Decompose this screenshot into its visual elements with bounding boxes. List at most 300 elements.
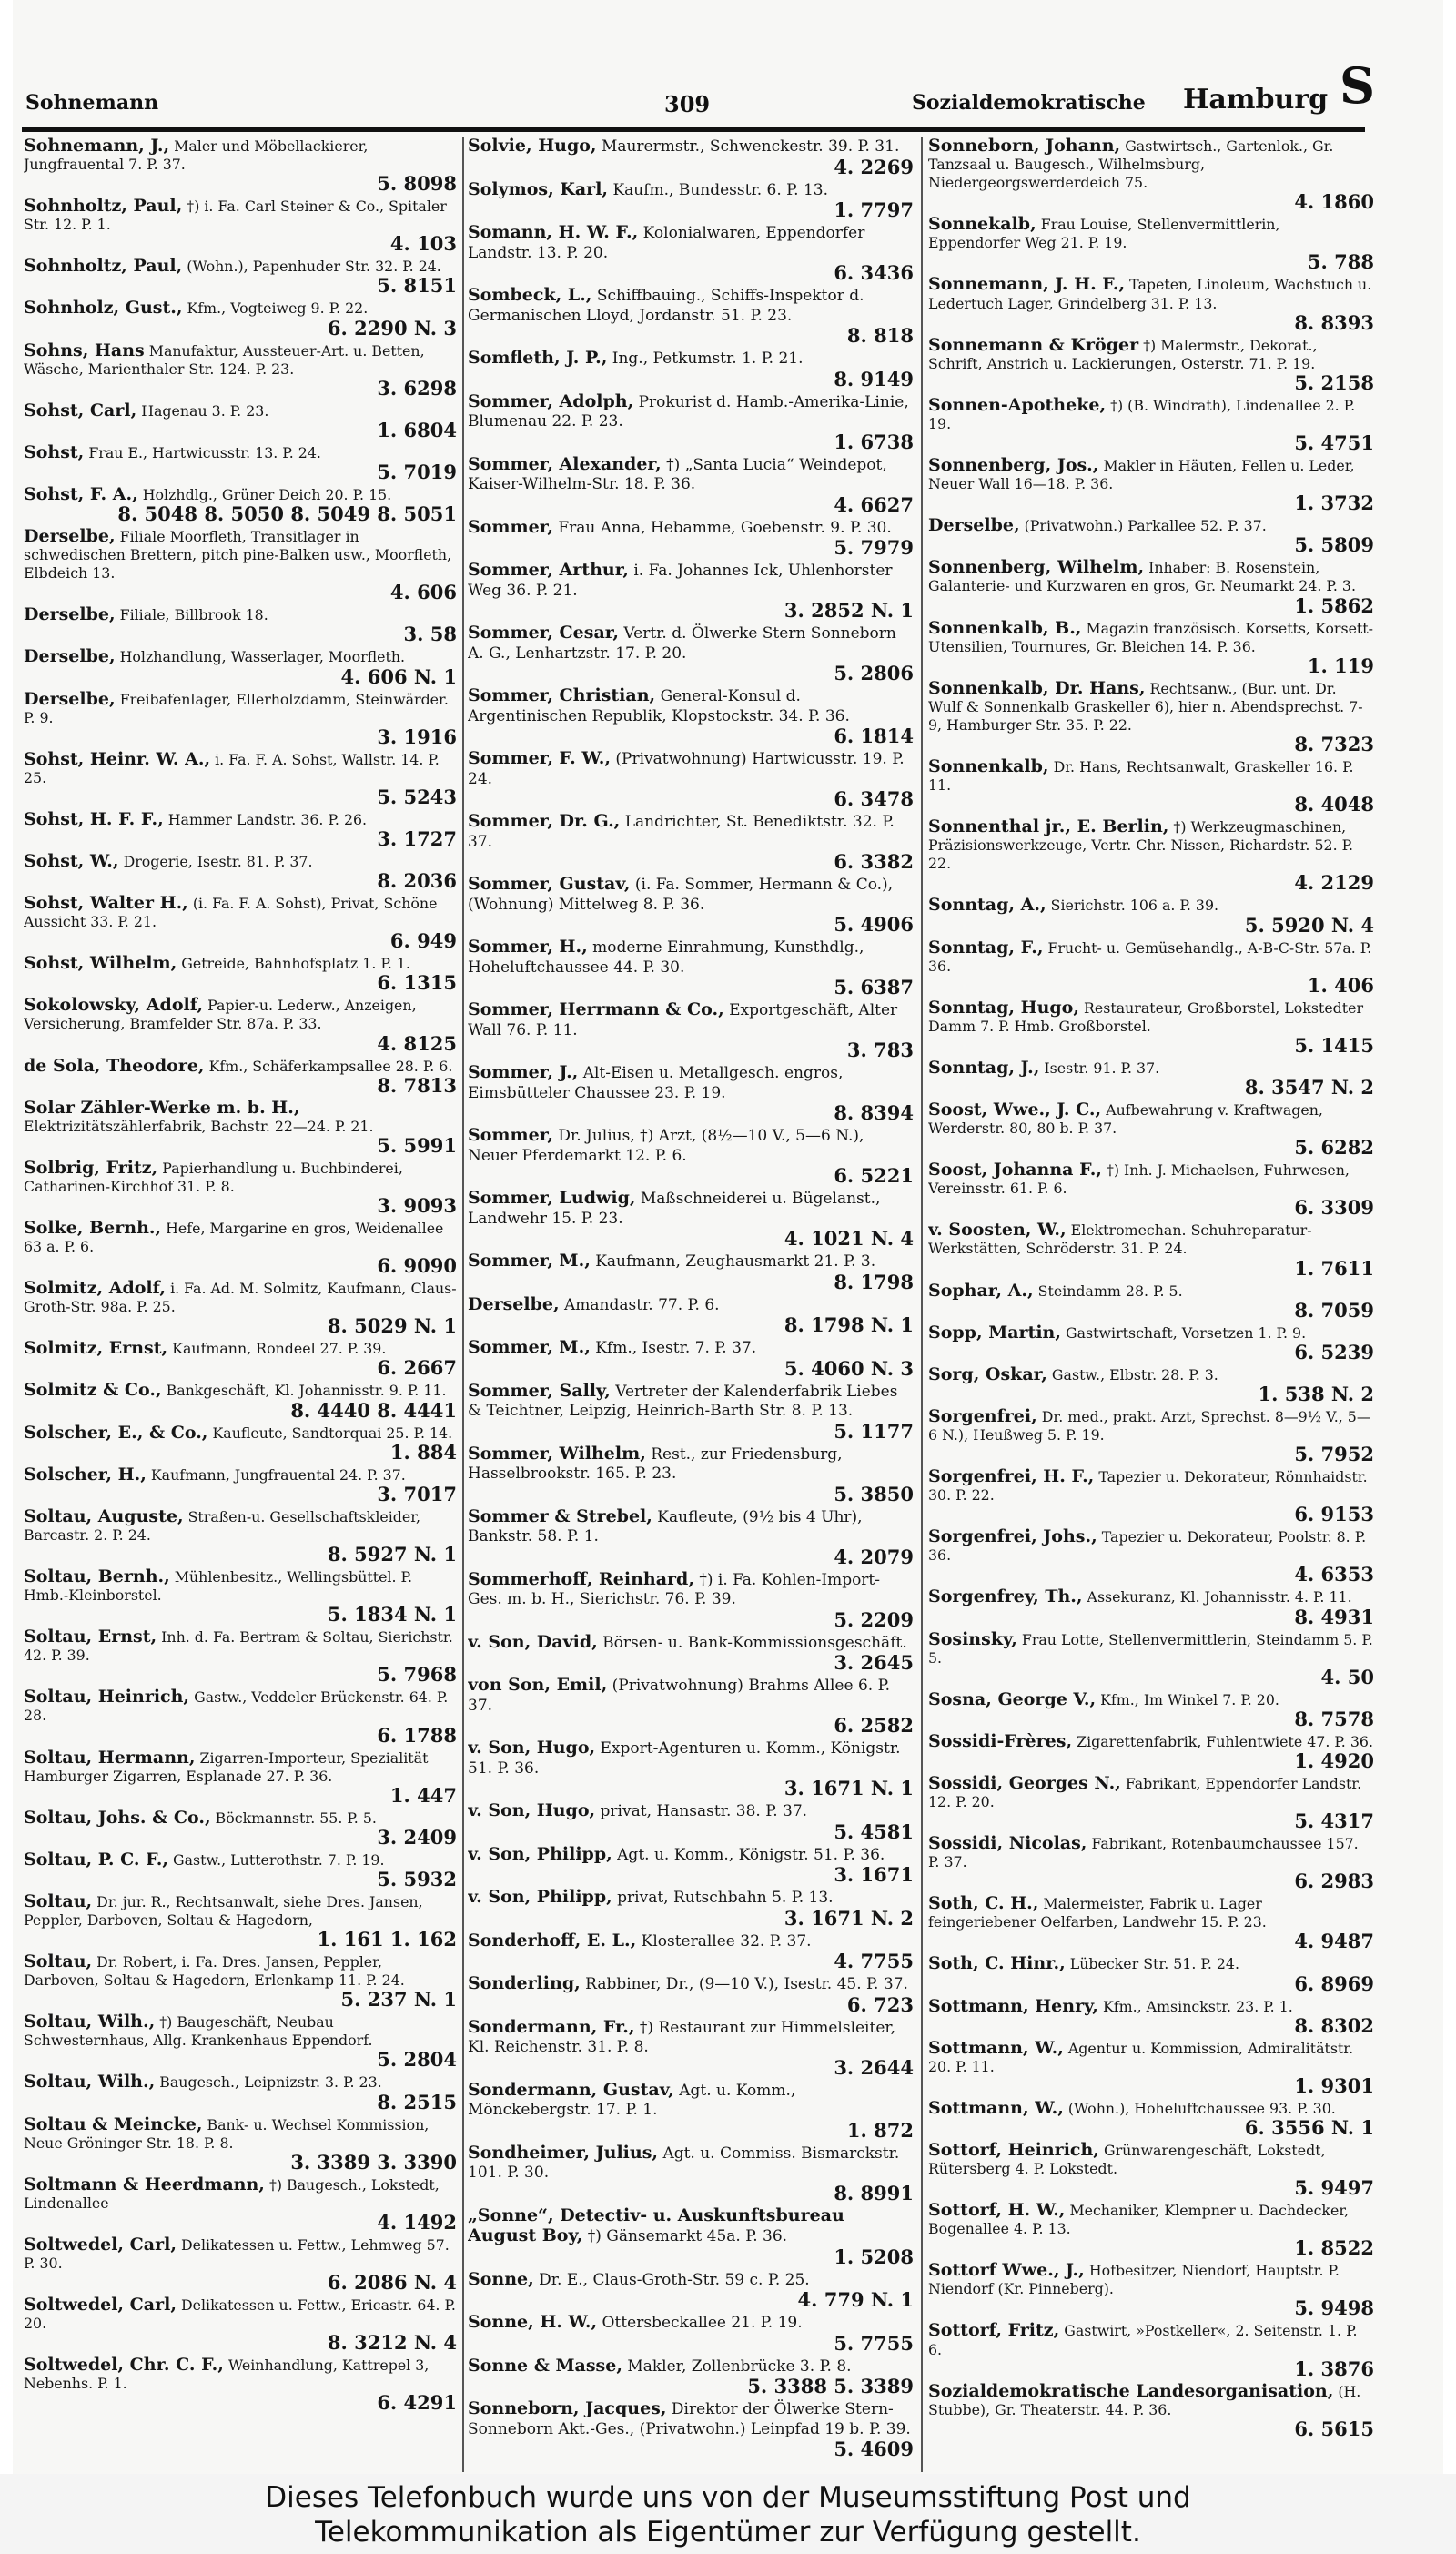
directory-entry bbox=[468, 1295, 914, 1336]
entry-details: Drogerie, Isestr. 81. P. 37. bbox=[123, 852, 313, 870]
entry-name: Somfleth, J. P., bbox=[468, 348, 608, 368]
directory-entry bbox=[928, 1954, 1374, 1993]
entry-details: †) i. Fa. Carl Steiner & Co., Spitaler Str. 12. P. 1. bbox=[24, 198, 447, 234]
entry-name: Solmitz, Ernst, bbox=[24, 1338, 168, 1359]
entry-phone-number: 6. 8969 bbox=[1294, 1971, 1374, 1995]
entry-phone-number: 8. 8991 bbox=[834, 2181, 914, 2204]
entry-phone-number: 8. 2515 bbox=[377, 2090, 457, 2113]
directory-entry bbox=[468, 1738, 914, 1799]
entry-name: Sohst, W., bbox=[24, 850, 119, 871]
directory-entry bbox=[468, 937, 914, 998]
entry-details: Kaufleute, (9½ bis 4 Uhr), Bankstr. 58. P. 1. bbox=[468, 1507, 863, 1546]
entry-phone-number: 5. 5809 bbox=[1294, 533, 1374, 557]
directory-entry bbox=[468, 812, 914, 872]
entry-phone-number: 3. 2409 bbox=[377, 1825, 457, 1849]
directory-entry bbox=[468, 1000, 914, 1060]
entry-phone-number: 5. 1415 bbox=[1294, 1033, 1374, 1057]
entry-phone-number: 6. 2582 bbox=[834, 1714, 914, 1737]
entry-details: Kolonialwaren, Eppendorfer Landstr. 13. P. 20. bbox=[468, 224, 865, 262]
directory-entry bbox=[24, 1850, 457, 1890]
entry-phone-number: 8. 7323 bbox=[1294, 732, 1374, 755]
entry-details: Kaufmann, Jungfrauental 24. P. 37. bbox=[150, 1465, 406, 1484]
directory-entry bbox=[24, 852, 457, 891]
entry-details: Ottersbeckallee 21. P. 19. bbox=[602, 2314, 803, 2332]
entry-phone-number: 6. 3309 bbox=[1294, 1196, 1374, 1220]
page-number: 309 bbox=[664, 91, 711, 117]
entry-details: Bankgeschäft, Kl. Johannisstr. 9. P. 11. bbox=[166, 1382, 447, 1400]
entry-phone-number: 6. 5615 bbox=[1294, 2417, 1374, 2440]
entry-details: Kfm., Amsinckstr. 23. P. 1. bbox=[1102, 1997, 1293, 2015]
entry-details: Alt-Eisen u. Metallgesch. engros, Eimsbütteler Chaussee 23. P. 19. bbox=[468, 1064, 844, 1102]
entry-name: Sorgenfrei, H. F., bbox=[928, 1466, 1095, 1487]
entry-details: Elektromechan. Schuhreparatur-Werkstätten, Schröderstr. 31. P. 24. bbox=[928, 1221, 1312, 1258]
entry-details: Hefe, Margarine en gros, Weidenallee 63 a. P. 6. bbox=[24, 1220, 444, 1256]
entry-phone-number: 6. 1814 bbox=[834, 725, 914, 747]
entry-details: Zigarettenfabrik, Fuhlentwiete 47. P. 36. bbox=[1077, 1732, 1373, 1750]
entry-name: Sonnenkalb, bbox=[928, 755, 1049, 776]
entry-details: †) Baugeschäft, Neubau Schwesternhaus, Allg. Krankenhaus Eppendorf. bbox=[24, 2013, 373, 2050]
entry-name: Soltau, Auguste, bbox=[24, 1505, 184, 1526]
directory-entry bbox=[468, 1252, 914, 1292]
entry-name: Sohst, Walter H., bbox=[24, 893, 188, 914]
entry-phone-number: 3. 1671 N. 2 bbox=[784, 1906, 914, 1930]
entry-phone-number: 5. 1834 N. 1 bbox=[327, 1603, 457, 1627]
entry-details: Dr. jur. R., Rechtsanwalt, siehe Dres. Jansen, Peppler, Darboven, Soltau & Hagedorn, bbox=[24, 1892, 423, 1929]
directory-entry bbox=[24, 2012, 457, 2070]
directory-entry bbox=[24, 443, 457, 482]
entry-name: v. Son, Hugo, bbox=[468, 1800, 596, 1820]
entry-name: Sonnenkalb, B., bbox=[928, 617, 1082, 638]
entry-details: Mechaniker, Klempner u. Dachdecker, Bogenallee 4. P. 13. bbox=[928, 2202, 1350, 2238]
entry-details: (Privatwohn.) Parkallee 52. P. 37. bbox=[1024, 517, 1267, 535]
directory-entry bbox=[468, 2270, 914, 2311]
entry-details: Makler, Zollenbrücke 3. P. 8. bbox=[627, 2356, 852, 2376]
directory-entry bbox=[928, 1160, 1374, 1218]
entry-details: Delikatessen u. Fettw., Lehmweg 57. P. 30. bbox=[24, 2235, 450, 2272]
entry-details: Filiale, Billbrook 18. bbox=[119, 606, 268, 624]
entry-details: Export-Agenturen u. Komm., Königstr. 51. P. 36. bbox=[468, 1739, 901, 1778]
directory-entry bbox=[928, 2201, 1374, 2258]
entry-name: Soltau, P. C. F., bbox=[24, 1849, 168, 1870]
entry-phone-number: 5. 4609 bbox=[834, 2437, 914, 2460]
entry-name: Solar Zähler-Werke m. b. H., bbox=[24, 1097, 300, 1118]
entry-phone-number: 1. 447 bbox=[389, 1783, 457, 1807]
directory-entry bbox=[468, 1444, 914, 1505]
entry-phone-number: 5. 2806 bbox=[834, 662, 914, 684]
entry-phone-number: 3. 783 bbox=[846, 1039, 914, 1061]
directory-entry bbox=[468, 561, 914, 621]
directory-entry bbox=[468, 1888, 914, 1929]
directory-entry bbox=[928, 896, 1374, 935]
column-left bbox=[24, 137, 457, 2472]
directory-entry bbox=[24, 750, 457, 807]
entry-details: privat, Rutschbahn 5. P. 13. bbox=[617, 1889, 834, 1907]
entry-details: Gastw., Elbstr. 28. P. 3. bbox=[1051, 1365, 1218, 1383]
entry-name: Sottmann, Henry, bbox=[928, 1995, 1098, 2016]
directory-entry bbox=[928, 1059, 1374, 1098]
entry-phone-number: 8. 818 bbox=[846, 324, 914, 347]
directory-entry bbox=[468, 223, 914, 283]
entry-name: Soth, C. H., bbox=[928, 1893, 1039, 1914]
directory-entry bbox=[928, 1365, 1374, 1404]
entry-name: Soltau, bbox=[24, 1951, 93, 1972]
entry-details: Makler in Häuten, Fellen u. Leder, Neuer Wall 16—18. P. 36. bbox=[928, 457, 1355, 493]
entry-details: Kaufmann, Rondeel 27. P. 39. bbox=[172, 1340, 387, 1358]
entry-details: Bank- u. Wechsel Kommission, Neue Gröninger Str. 18. P. 8. bbox=[24, 2115, 430, 2152]
entry-details: Assekuranz, Kl. Johannisstr. 4. P. 11. bbox=[1087, 1588, 1352, 1606]
entry-details: †) Baugesch., Lokstedt, Lindenallee bbox=[24, 2175, 440, 2212]
entry-name: Sombeck, L., bbox=[468, 285, 592, 305]
entry-phone-number: 5. 7952 bbox=[1294, 1443, 1374, 1466]
directory-entry bbox=[24, 690, 457, 747]
directory-entry bbox=[468, 2018, 914, 2078]
entry-details: i. Fa. Ad. M. Solmitz, Kaufmann, Claus-Groth-Str. 98a. P. 25. bbox=[24, 1280, 457, 1316]
entry-name: Sonnenkalb, Dr. Hans, bbox=[928, 677, 1146, 698]
entry-phone-number: 8. 3547 N. 2 bbox=[1244, 1076, 1374, 1099]
entry-phone-number: 6. 949 bbox=[389, 929, 457, 953]
entry-phone-number: 3. 1671 bbox=[834, 1863, 914, 1886]
entry-phone-number: 4. 779 N. 1 bbox=[797, 2288, 914, 2311]
entry-phone-number: 4. 6627 bbox=[834, 492, 914, 516]
entry-details: Kaufleute, Sandtorquai 25. P. 14. bbox=[212, 1424, 453, 1442]
directory-entry bbox=[24, 894, 457, 951]
entry-phone-number: 4. 6353 bbox=[1294, 1563, 1374, 1586]
entry-name: Sonnemann & Kröger bbox=[928, 334, 1139, 355]
entry-name: Soltwedel, Chr. C. F., bbox=[24, 2355, 224, 2376]
directory-entry bbox=[24, 1339, 457, 1378]
entry-name: Sommer, J., bbox=[468, 1062, 579, 1082]
footer-notice bbox=[0, 2474, 1456, 2554]
entry-phone-number: 5. 788 bbox=[1307, 250, 1374, 274]
directory-entry bbox=[468, 1126, 914, 1186]
entry-phone-number: 8. 4440 8. 4441 bbox=[290, 1398, 457, 1422]
directory-entry bbox=[928, 1100, 1374, 1158]
column-divider bbox=[462, 137, 464, 2472]
entry-details: Maler und Möbellackierer, Jungfrauental 7. P. 37. bbox=[24, 137, 369, 174]
directory-entry bbox=[928, 2099, 1374, 2138]
directory-entry bbox=[24, 1099, 457, 1156]
entry-name: Sohns, Hans bbox=[24, 340, 145, 360]
directory-entry bbox=[928, 275, 1374, 332]
directory-entry bbox=[24, 1159, 457, 1216]
entry-phone-number: 6. 5221 bbox=[834, 1164, 914, 1187]
entry-details: Dr. Hans, Rechtsanwalt, Graskeller 16. P. 11. bbox=[928, 757, 1354, 795]
entry-details: Kaufmann, Zeughausmarkt 21. P. 3. bbox=[595, 1252, 876, 1271]
directory-entry bbox=[928, 817, 1374, 893]
entry-name: Sonneborn, Johann, bbox=[928, 137, 1121, 156]
directory-entry bbox=[928, 1732, 1374, 1771]
entry-phone-number: 1. 119 bbox=[1307, 654, 1374, 677]
entry-name: Sorgenfrei, Johs., bbox=[928, 1526, 1097, 1547]
entry-details: Kfm., Schäferkampsallee 28. P. 6. bbox=[208, 1057, 453, 1075]
entry-details: Dr. Robert, i. Fa. Dres. Jansen, Peppler, Darboven, Soltau & Hagedorn, Erlenkamp 11. P. 24. bbox=[24, 1953, 405, 1990]
entry-phone-number: 6. 2667 bbox=[377, 1356, 457, 1380]
entry-name: Sottorf, Fritz, bbox=[928, 2320, 1060, 2341]
entry-name: Sossidi-Frères, bbox=[928, 1730, 1073, 1751]
entry-name: Sohnholtz, Paul, bbox=[24, 256, 183, 277]
entry-name: Soltwedel, Carl, bbox=[24, 2295, 177, 2316]
directory-entry bbox=[928, 1282, 1374, 1321]
entry-name: Sonnemann, J. H. F., bbox=[928, 274, 1126, 295]
directory-entry bbox=[928, 1221, 1374, 1278]
directory-entry bbox=[468, 518, 914, 559]
entry-name: Sohst, H. F. F., bbox=[24, 808, 164, 829]
directory-entry bbox=[24, 1057, 457, 1096]
entry-phone-number: 4. 7755 bbox=[834, 1950, 914, 1972]
entry-details: Elektrizitätszählerfabrik, Bachstr. 22—24. P. 21. bbox=[24, 1117, 374, 1135]
entry-details: Kfm., Vogteiweg 9. P. 22. bbox=[187, 299, 369, 318]
entry-phone-number: 8. 1798 N. 1 bbox=[784, 1313, 914, 1336]
directory-entry bbox=[468, 1382, 914, 1442]
directory-entry bbox=[24, 2235, 457, 2293]
entry-phone-number: 1. 6804 bbox=[377, 418, 457, 441]
entry-name: Solvie, Hugo, bbox=[468, 137, 597, 156]
entry-name: Sonderling, bbox=[468, 1973, 581, 1993]
entry-phone-number: 5. 2158 bbox=[1294, 370, 1374, 394]
entry-name: Sottmann, W., bbox=[928, 2097, 1064, 2118]
entry-name: Sonne & Masse, bbox=[468, 2355, 622, 2376]
entry-details: Ing., Petkumstr. 1. P. 21. bbox=[612, 350, 804, 368]
entry-phone-number: 1. 3732 bbox=[1294, 492, 1374, 515]
entry-phone-number: 5. 237 N. 1 bbox=[340, 1988, 457, 2012]
directory-entry bbox=[928, 1323, 1374, 1363]
entry-phone-number: 5. 7019 bbox=[377, 460, 457, 483]
entry-details: General-Konsul d. Argentinischen Republik, Klopstockstr. 34. P. 36. bbox=[468, 687, 850, 725]
directory-entry bbox=[24, 401, 457, 441]
entry-name: Sommer, M., bbox=[468, 1251, 591, 1271]
entry-name: Derselbe, bbox=[928, 515, 1020, 536]
entry-details: Agentur u. Kommission, Admiralitätstr. 20. P. 11. bbox=[928, 2039, 1354, 2075]
entry-details: Rabbiner, Dr., (9—10 V.), Isestr. 45. P. 37. bbox=[585, 1975, 908, 1993]
entry-phone-number: 6. 2983 bbox=[1294, 1870, 1374, 1893]
entry-phone-number: 5. 5920 N. 4 bbox=[1244, 913, 1374, 937]
entry-name: Derselbe, bbox=[24, 526, 116, 547]
directory-entry bbox=[928, 998, 1374, 1056]
entry-details: Frucht- u. Gemüsehandlg., A-B-C-Str. 57a. P. 36. bbox=[928, 938, 1372, 975]
entry-phone-number: 8. 3212 N. 4 bbox=[327, 2331, 457, 2355]
directory-entry bbox=[468, 686, 914, 746]
entry-name: Sommer, Alexander, bbox=[468, 453, 662, 474]
entry-details: (i. Fa. F. A. Sohst), Privat, Schöne Aussicht 33. P. 21. bbox=[24, 895, 438, 931]
entry-phone-number: 3. 9093 bbox=[377, 1194, 457, 1217]
directory-entry bbox=[24, 2175, 457, 2233]
entry-name: Sonderhoff, E. L., bbox=[468, 1930, 637, 1951]
directory-entry bbox=[24, 1687, 457, 1745]
entry-name: Sorg, Oskar, bbox=[928, 1363, 1047, 1384]
entry-name: Sommer, Dr. G., bbox=[468, 811, 621, 831]
entry-name: Solke, Bernh., bbox=[24, 1218, 162, 1238]
entry-name: Derselbe, bbox=[24, 646, 116, 667]
directory-entry bbox=[24, 954, 457, 993]
entry-phone-number: 5. 4060 N. 3 bbox=[784, 1356, 914, 1380]
directory-entry bbox=[468, 749, 914, 809]
directory-entry bbox=[468, 2144, 914, 2204]
entry-name: Sohst, F. A., bbox=[24, 483, 138, 504]
entry-name: von Son, Emil, bbox=[468, 1675, 608, 1695]
entry-details: Papierhandlung u. Buchbinderei, Catharinen-Kirchhof 31. P. 8. bbox=[24, 1159, 403, 1195]
entry-name: Sossidi, Georges N., bbox=[928, 1772, 1121, 1793]
entry-phone-number: 5. 3850 bbox=[834, 1482, 914, 1505]
directory-entry bbox=[928, 456, 1374, 513]
directory-entry bbox=[468, 623, 914, 684]
directory-entry bbox=[928, 1690, 1374, 1729]
entry-phone-number: 8. 2036 bbox=[377, 869, 457, 893]
entry-details: (H. Stubbe), Gr. Theaterstr. 44. P. 36. bbox=[928, 2382, 1361, 2418]
entry-phone-number: 6. 3382 bbox=[834, 850, 914, 873]
directory-entry bbox=[928, 2039, 1374, 2096]
entry-name: Sommer & Strebel, bbox=[468, 1505, 652, 1526]
entry-details: Weinhandlung, Kattrepel 3, Nebenhs. P. 1. bbox=[24, 2356, 430, 2393]
entry-name: Soost, Wwe., J. C., bbox=[928, 1100, 1102, 1120]
entry-details: †) „Santa Lucia“ Weindepot, Kaiser-Wilhelm-Str. 18. P. 36. bbox=[468, 455, 887, 493]
entry-phone-number: 5. 8098 bbox=[377, 172, 457, 196]
entry-phone-number: 8. 8302 bbox=[1294, 2013, 1374, 2037]
entry-name: Derselbe, bbox=[24, 604, 116, 625]
column-right bbox=[928, 137, 1374, 2472]
directory-entry bbox=[24, 605, 457, 644]
entry-name: Sommer, Gustav, bbox=[468, 874, 631, 894]
entry-phone-number: 8. 5927 N. 1 bbox=[327, 1542, 457, 1566]
directory-entry bbox=[928, 757, 1374, 815]
directory-entry bbox=[24, 341, 457, 399]
entry-phone-number: 1. 884 bbox=[389, 1440, 457, 1464]
entry-name: v. Son, Philipp, bbox=[468, 1843, 612, 1864]
directory-entry bbox=[468, 1570, 914, 1630]
entry-phone-number: 4. 1860 bbox=[1294, 190, 1374, 214]
entry-phone-number: 4. 8125 bbox=[377, 1031, 457, 1055]
entry-name: Sommer, Adolph, bbox=[468, 390, 634, 411]
directory-entry bbox=[928, 1834, 1374, 1891]
directory-entry bbox=[928, 1630, 1374, 1687]
entry-name: Sonneborn, Jacques, bbox=[468, 2398, 667, 2418]
entry-details: Zigarren-Importeur, Spezialität Hamburger Zigarren, Esplanade 27. P. 36. bbox=[24, 1748, 429, 1785]
entry-details: Schiffbauing., Schiffs-Inspektor d. Germanischen Lloyd, Jordanstr. 51. P. 23. bbox=[468, 287, 864, 325]
entry-phone-number: 8. 7578 bbox=[1294, 1707, 1374, 1730]
entry-phone-number: 5. 9497 bbox=[1294, 2176, 1374, 2200]
directory-entry bbox=[928, 1997, 1374, 2036]
entry-name: Soltau, Hermann, bbox=[24, 1747, 196, 1768]
directory-entry bbox=[468, 2206, 914, 2267]
directory-entry bbox=[468, 1189, 914, 1249]
entry-phone-number: 3. 58 bbox=[403, 623, 457, 646]
entry-phone-number: 5. 6282 bbox=[1294, 1136, 1374, 1160]
header-letter: S bbox=[1340, 56, 1375, 115]
entry-phone-number: 3. 1916 bbox=[377, 725, 457, 748]
entry-details: Vertr. d. Ölwerke Stern Sonneborn A. G., Lenhartzstr. 17. P. 20. bbox=[468, 624, 896, 663]
directory-entry bbox=[928, 1894, 1374, 1951]
directory-entry bbox=[928, 1774, 1374, 1831]
entry-name: „Sonne“, Detectiv- u. Auskunftsbureau August Boy, bbox=[468, 2204, 844, 2245]
entry-name: de Sola, Theodore, bbox=[24, 1055, 205, 1076]
entry-name: Sommer, Ludwig, bbox=[468, 1188, 636, 1208]
entry-phone-number: 4. 103 bbox=[389, 232, 457, 256]
entry-phone-number: 8. 7813 bbox=[377, 1073, 457, 1097]
directory-entry bbox=[24, 1279, 457, 1336]
directory-entry bbox=[24, 1567, 457, 1625]
entry-phone-number: 5. 1177 bbox=[834, 1419, 914, 1443]
entry-name: v. Son, Hugo, bbox=[468, 1738, 596, 1758]
entry-phone-number: 3. 2645 bbox=[834, 1651, 914, 1674]
entry-phone-number: 1. 9301 bbox=[1294, 2073, 1374, 2097]
directory-entry bbox=[928, 938, 1374, 996]
entry-details: Getreide, Bahnhofsplatz 1. P. 1. bbox=[181, 955, 410, 973]
entry-details: †) Gänsemarkt 45a. P. 36. bbox=[587, 2227, 788, 2245]
entry-name: Soltau, Heinrich, bbox=[24, 1687, 190, 1708]
directory-entry bbox=[24, 1748, 457, 1806]
entry-details: Direktor der Ölwerke Stern-Sonneborn Akt.-Ges., (Privatwohn.) Leinpfad 19 b. P. 39. bbox=[468, 2400, 911, 2438]
entry-details: (Wohn.), Papenhuder Str. 32. P. 24. bbox=[187, 258, 441, 276]
entry-phone-number: 5. 4906 bbox=[834, 913, 914, 936]
entry-details: †) i. Fa. Kohlen-Import-Ges. m. b. H., Sierichstr. 76. P. 39. bbox=[468, 1570, 881, 1608]
entry-details: Mühlenbesitz., Wellingsbüttel. P. Hmb.-Kleinborstel. bbox=[24, 1567, 412, 1605]
directory-entry bbox=[468, 392, 914, 452]
entry-phone-number: 5. 6387 bbox=[834, 976, 914, 998]
entry-details: Prokurist d. Hamb.-Amerika-Linie, Blumenau 22. P. 23. bbox=[468, 392, 909, 431]
header-right-keyword: Sozialdemokratische bbox=[912, 91, 1146, 115]
entry-details: Lübecker Str. 51. P. 24. bbox=[1069, 1955, 1239, 1973]
entry-phone-number: 5. 4317 bbox=[1294, 1809, 1374, 1833]
entry-details: Hofbesitzer, Niendorf, Hauptstr. P. Niendorf (Kr. Pinneberg). bbox=[928, 2262, 1340, 2298]
directory-entry bbox=[928, 679, 1374, 755]
entry-phone-number: 1. 872 bbox=[846, 2118, 914, 2142]
entry-name: Sondheimer, Julius, bbox=[468, 2142, 659, 2163]
entry-details: Hagenau 3. P. 23. bbox=[141, 401, 269, 420]
entry-name: Sottorf, H. W., bbox=[928, 2200, 1066, 2221]
entry-details: Manufaktur, Aussteuer-Art. u. Betten, Wäsche, Marienthaler Str. 124. P. 23. bbox=[24, 341, 425, 378]
directory-entry bbox=[468, 1338, 914, 1379]
entry-name: Sohnholtz, Paul, bbox=[24, 196, 183, 217]
directory-entry bbox=[928, 137, 1374, 212]
directory-entry bbox=[24, 257, 457, 296]
entry-details: Restaurateur, Großborstel, Lokstedter Damm 7. P. Hmb. Großborstel. bbox=[928, 998, 1364, 1035]
entry-name: Sommer, bbox=[468, 516, 553, 537]
entry-name: Sonnenthal jr., E. Berlin, bbox=[928, 816, 1169, 837]
entry-name: Sonntag, F., bbox=[928, 937, 1044, 958]
directory-entry bbox=[468, 180, 914, 221]
directory-entry bbox=[928, 396, 1374, 453]
entry-phone-number: 1. 406 bbox=[1307, 973, 1374, 997]
footer-line: Telekommunikation als Eigentümer zur Verfügung gestellt. bbox=[315, 2516, 1141, 2549]
directory-entry bbox=[24, 1424, 457, 1463]
directory-entry bbox=[24, 1219, 457, 1276]
entry-details: Maurermstr., Schwenckestr. 39. P. 31. bbox=[601, 137, 900, 156]
directory-entry bbox=[468, 1801, 914, 1842]
entry-details: Dr. Julius, †) Arzt, (8½—10 V., 5—6 N.), Neuer Pferdemarkt 12. P. 6. bbox=[468, 1127, 864, 1165]
entry-details: Straßen-u. Gesellschaftskleider, Barcastr. 2. P. 24. bbox=[24, 1507, 421, 1544]
directory-entry bbox=[24, 1507, 457, 1565]
entry-details: Klosterallee 32. P. 37. bbox=[641, 1931, 812, 1951]
entry-phone-number: 4. 2129 bbox=[1294, 871, 1374, 895]
directory-entry bbox=[24, 810, 457, 849]
entry-details: privat, Hansastr. 38. P. 37. bbox=[600, 1802, 808, 1820]
entry-name: Sommer, F. W., bbox=[468, 748, 611, 768]
entry-details: Agt. u. Komm., Königstr. 51. P. 36. bbox=[617, 1845, 885, 1864]
entry-name: Sonnenberg, Jos., bbox=[928, 455, 1099, 476]
directory-entry bbox=[24, 485, 457, 524]
entry-name: Solmitz, Adolf, bbox=[24, 1278, 167, 1299]
entry-phone-number: 6. 3436 bbox=[834, 261, 914, 284]
entry-phone-number: 3. 1727 bbox=[377, 826, 457, 850]
entry-phone-number: 5. 4751 bbox=[1294, 431, 1374, 455]
entry-details: Fabrikant, Rotenbaumchaussee 157. P. 37. bbox=[928, 1835, 1359, 1871]
entry-name: Sonne, bbox=[468, 2268, 534, 2289]
entry-name: Sommer, Arthur, bbox=[468, 560, 629, 580]
entry-details: (Privatwohnung) Brahms Allee 6. P. 37. bbox=[468, 1677, 890, 1715]
directory-entry bbox=[468, 1676, 914, 1736]
entry-details: Freibafenlager, Ellerholzdamm, Steinwärder. P. 9. bbox=[24, 690, 449, 726]
entry-phone-number: 5. 5991 bbox=[377, 1133, 457, 1157]
directory-entry bbox=[24, 1952, 457, 2010]
